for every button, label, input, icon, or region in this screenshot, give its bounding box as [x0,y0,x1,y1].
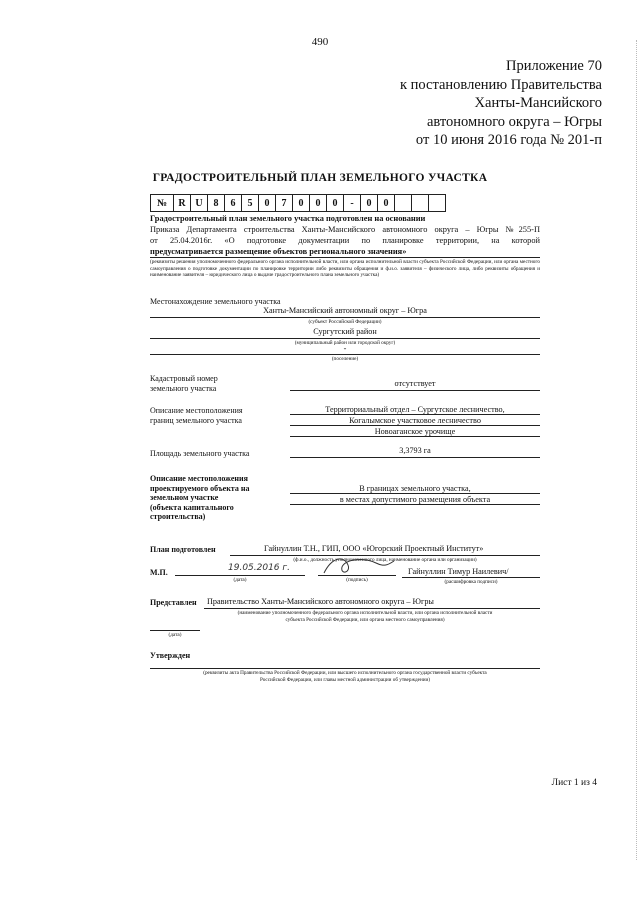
basis-heading: Градостроительный план земельного участка подготовлен на основании [150,214,426,223]
location-label: Местонахождение земельного участка [150,297,281,306]
number-cell: U [191,195,208,212]
number-cell: 0 [310,195,327,212]
number-cell: 7 [276,195,293,212]
location-settlement-caption: (поселение) [331,356,359,362]
approved-label: Утвержден [150,651,191,660]
basis-text: от 25.04.2016г. «О подготовке документации по планировке территории, на которой [150,236,540,245]
signature-decoding: Гайнуллин Тимур Наилевич/ [408,567,509,576]
appendix-line: Приложение 70 [506,58,602,74]
number-cell [395,195,412,212]
appendix-header [400,57,602,150]
number-cell: 0 [293,195,310,212]
object-label: Описание местоположения проектируемого объекта на земельном участке (объекта капитального строительства) [150,474,250,521]
appendix-line: к постановлению Правительства [400,76,602,93]
presented-caption: (наименование уполномоченного федерального органа исполнительной власти, или органа исполнительной власти [237,610,493,616]
boundaries-value: Территориальный отдел – Сургутское лесничество, Когалымское участковое лесничество Новоаганское урочище [325,405,505,436]
sheet-counter: Лист 1 из 4 [551,778,597,788]
number-cell: 0 [259,195,276,212]
presented-label: Представлен [150,598,197,607]
presented-caption: субъекта Российской Федерации, или органа местного самоуправления) [285,617,445,623]
prepared-value: Гайнуллин Т.Н., ГИП, ООО «Югорский Проектный Институт» [264,544,484,553]
location-subject: Ханты-Мансийский автономный округ – Югра [263,306,427,315]
location-district-caption: (муниципальный район или городской округ) [294,340,396,346]
location-district: Сургутский район [313,327,377,336]
number-cell: 0 [361,195,378,212]
document-title: ГРАДОСТРОИТЕЛЬНЫЙ ПЛАН ЗЕМЕЛЬНОГО УЧАСТКА [152,172,488,184]
number-cell: 6 [225,195,242,212]
number-cell: R [174,195,191,212]
cadastral-label: Кадастровый номер земельного участка [150,374,218,393]
number-cell: - [344,195,361,212]
signature-caption: (подпись) [346,577,368,583]
object-value: В границах земельного участка, в местах допустимого размещения объекта [339,484,491,504]
area-label: Площадь земельного участка [150,449,250,458]
cadastral-value: отсутствует [394,379,436,388]
approved-caption: Российской Федерации, или главы местной администрации об утверждении) [259,677,431,683]
area-value: 3,3793 га [399,446,431,455]
appendix-line: от 10 июня 2016 года № 201-п [415,132,602,148]
mp-label: М.П. [150,568,168,577]
date-handwritten: 19.05.2016 г. [228,563,290,573]
prepared-label: План подготовлен [150,545,216,554]
plan-number-grid [150,194,446,212]
location-settlement: - [343,344,347,353]
date-caption: (дата) [233,577,247,583]
appendix-line: Ханты-Мансийского [474,95,602,111]
binding-edge [635,40,637,860]
number-cell: 8 [208,195,225,212]
number-cell [412,195,429,212]
number-cell: 0 [378,195,395,212]
appendix-line: автономного округа – Югры [426,113,602,130]
basis-section [150,213,540,279]
presented-value: Правительство Ханты-Мансийского автономного округа – Югры [207,597,434,606]
number-cell [429,195,446,212]
number-sign: № [151,195,174,212]
basis-text: предусматривается размещение объектов регионального значения» [150,246,540,258]
number-cell: 5 [242,195,259,212]
number-cell: 0 [327,195,344,212]
location-subject-caption: (субъект Российской Федерации) [308,319,382,325]
basis-caption: (реквизиты решения уполномоченного федерального органа исполнительной власти, или органа исполнительной власти субъекта Российской Федерации, или органа местного самоуправления о подготовке документации по планировке территории либо реквизиты обращения и ф.и.о. заявителя – физического лица, либо реквизиты обращения и наименование заявителя – юридического лица о выдаче градостроительного плана земельного участка) [150,259,540,278]
page-number: 490 [311,36,329,48]
basis-text: Приказа Департамента строительства Ханты-Мансийского автономного округа – Югры №255-П [150,225,540,234]
prepared-caption: (ф.и.о., должность уполномоченного лица, наименование органа или организации) [293,557,477,563]
decoding-caption: (расшифровка подписи) [444,579,498,585]
presented-date-caption: (дата) [168,632,182,638]
boundaries-label: Описание местоположения границ земельного участка [150,406,243,425]
approved-caption: (реквизиты акта Правительства Российской Федерации, или высшего исполнительного органа государственной власти субъекта [203,670,487,676]
